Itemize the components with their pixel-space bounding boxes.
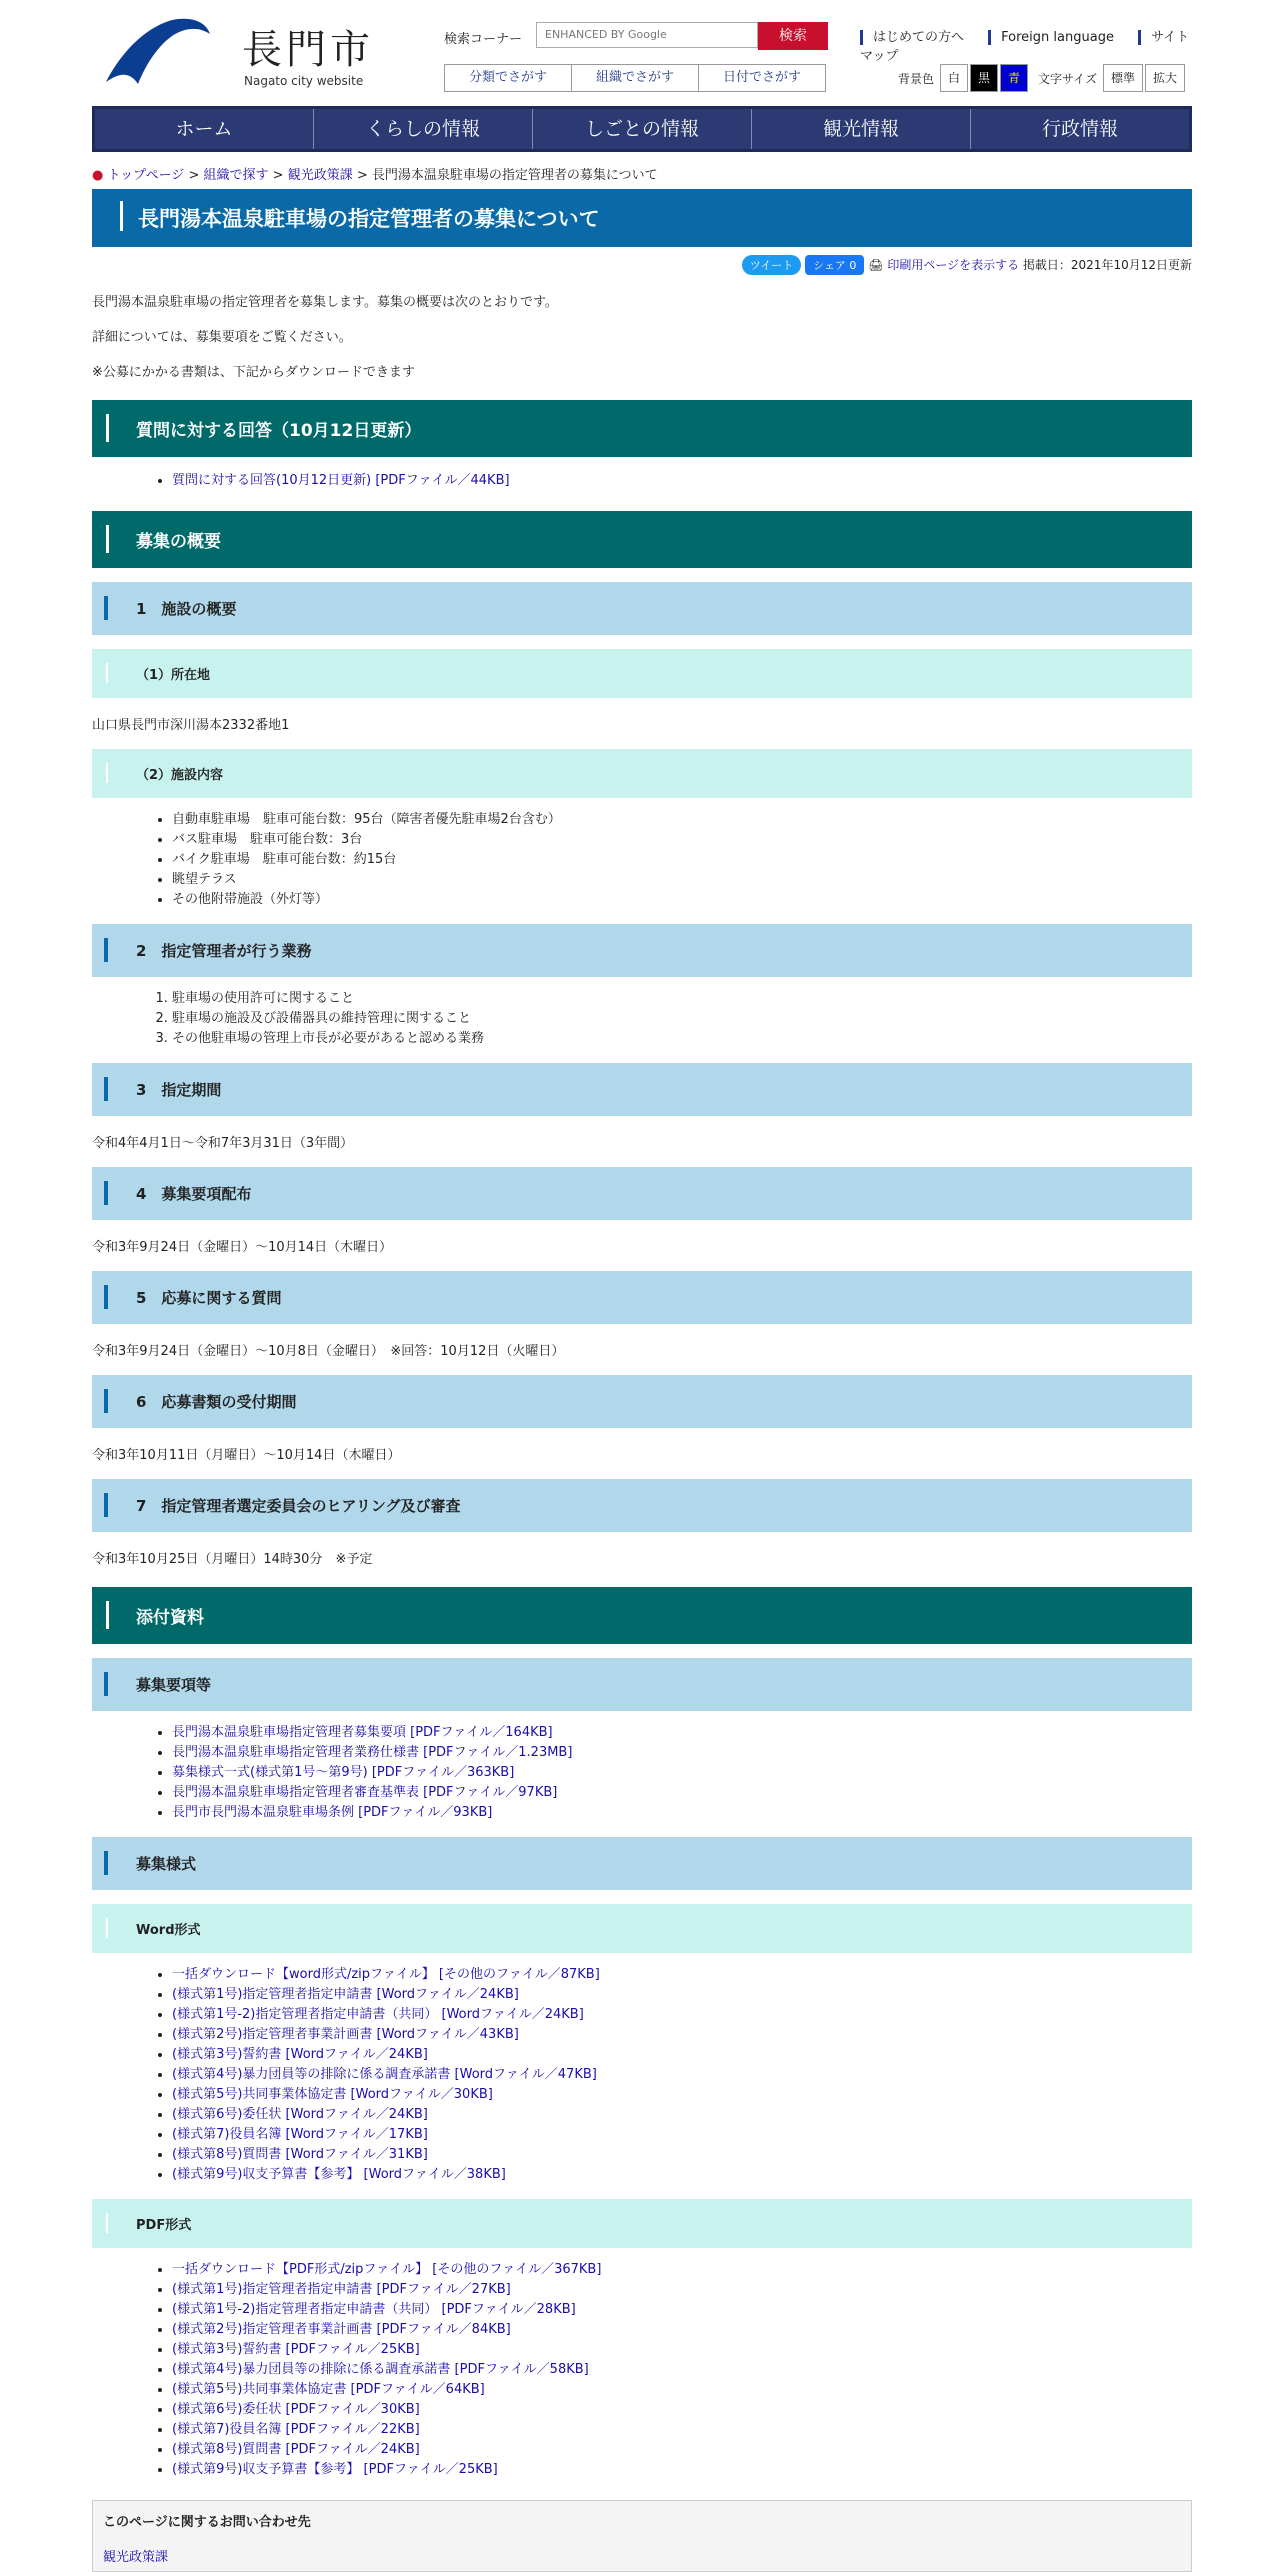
doc-link[interactable]: 長門湯本温泉駐車場指定管理者審査基準表 [PDFファイル／97KB] <box>172 1785 558 1800</box>
bg-black-button[interactable]: 黒 <box>970 64 998 92</box>
section-2-heading: 2 指定管理者が行う業務 <box>92 924 1192 977</box>
site-name: 長門市 <box>242 27 374 73</box>
contact-box <box>92 2500 1192 2572</box>
doc-link[interactable]: 長門湯本温泉駐車場指定管理者募集要項 [PDFファイル／164KB] <box>172 1725 553 1740</box>
publish-date: 掲載日：2021年10月12日更新 <box>1022 258 1192 272</box>
bg-color-label: 背景色 <box>898 71 935 86</box>
list-item <box>172 2280 1192 2300</box>
list-item: 1. 駐車場の使用許可に関すること <box>172 989 1192 1009</box>
section-6-text: 令和3年10月11日（月曜日）～10月14日（木曜日） <box>92 1448 401 1463</box>
list-item <box>172 2440 1192 2460</box>
facebook-share-button[interactable]: シェア 0 <box>805 255 864 275</box>
list-item <box>172 1985 1192 2005</box>
nav-government[interactable]: 行政情報 <box>1041 118 1118 140</box>
find-by-org-button[interactable]: 組織でさがす <box>571 64 699 92</box>
facility-contents-heading: （2）施設内容 <box>92 749 1192 798</box>
location-pin-icon: ● <box>92 168 104 183</box>
nav-business[interactable]: しごとの情報 <box>533 109 752 149</box>
list-item <box>172 1743 1192 1763</box>
search-input[interactable]: ENHANCED BY Google <box>536 22 758 48</box>
location-heading: （1）所在地 <box>92 649 1192 698</box>
list-item <box>172 2400 1192 2420</box>
search-button[interactable]: 検索 <box>758 22 828 50</box>
site-logo[interactable] <box>102 14 392 94</box>
pdf-link[interactable]: (様式第4号)暴力団員等の排除に係る調査承諾書 [PDFファイル／58KB] <box>172 2362 589 2377</box>
top-links <box>860 26 1192 64</box>
word-link[interactable]: (様式第2号)指定管理者事業計画書 [Wordファイル／43KB] <box>172 2027 519 2042</box>
breadcrumb-org[interactable]: 組織で探す <box>203 168 269 183</box>
word-list <box>92 1965 1192 2185</box>
intro-text-1: 長門湯本温泉駐車場の指定管理者を募集します。募集の概要は次のとおりです。 <box>92 295 558 310</box>
list-item: • バイク駐車場 駐車可能台数：約15台 <box>172 850 1192 870</box>
pdf-link[interactable]: (様式第1号-2)指定管理者指定申請書（共同） [PDFファイル／28KB] <box>172 2302 576 2317</box>
list-item: • その他附帯施設（外灯等） <box>172 890 1192 910</box>
pdf-link[interactable]: 一括ダウンロード【PDF形式/zipファイル】 [その他のファイル／367KB] <box>172 2262 602 2277</box>
word-link[interactable]: (様式第6号)委任状 [Wordファイル／24KB] <box>172 2107 428 2122</box>
breadcrumb-dept[interactable]: 観光政策課 <box>287 168 353 183</box>
list-item <box>172 2260 1192 2280</box>
find-buttons <box>444 64 825 92</box>
intro-text-2: 詳細については、募集要項をご覧ください。 <box>92 330 352 345</box>
list-item <box>172 2460 1192 2480</box>
pdf-link[interactable]: (様式第7)役員名簿 [PDFファイル／22KB] <box>172 2422 420 2437</box>
section-4-text: 令和3年9月24日（金曜日）～10月14日（木曜日） <box>92 1240 393 1255</box>
list-item: 3. その他駐車場の管理上市長が必要があると認める業務 <box>172 1029 1192 1049</box>
list-item <box>172 1803 1192 1823</box>
facility-list <box>92 810 1192 910</box>
section-3-heading: 3 指定期間 <box>92 1063 1192 1116</box>
list-item <box>172 2045 1192 2065</box>
city-logo-icon <box>102 14 212 90</box>
search-label: 検索コーナー <box>444 32 523 47</box>
pdf-list <box>92 2260 1192 2480</box>
duties-list <box>92 989 1192 1049</box>
section-5-text: 令和3年9月24日（金曜日）～10月8日（金曜日） ※回答：10月12日（火曜日） <box>92 1344 565 1359</box>
word-link[interactable]: (様式第5号)共同事業体協定書 [Wordファイル／30KB] <box>172 2087 493 2102</box>
display-settings <box>898 64 1185 92</box>
section-4-heading: 4 募集要項配布 <box>92 1167 1192 1220</box>
breadcrumb: ● トップページ > 組織で探す > 観光政策課 > 長門湯本温泉駐車場の指定管理者の募集について <box>92 168 658 183</box>
list-item <box>172 2300 1192 2320</box>
contact-dept-link[interactable]: 観光政策課 <box>103 2550 169 2565</box>
answer-heading: 質問に対する回答（10月12日更新） <box>92 400 1192 457</box>
doc-link[interactable]: 長門湯本温泉駐車場指定管理者業務仕様書 [PDFファイル／1.23MB] <box>172 1745 573 1760</box>
list-item <box>172 2380 1192 2400</box>
list-item <box>172 1763 1192 1783</box>
intro-text-3: ※公募にかかる書類は、下記からダウンロードできます <box>92 365 415 380</box>
list-item: • 眺望テラス <box>172 870 1192 890</box>
location-text: 山口県長門市深川湯本2332番地1 <box>92 718 290 733</box>
list-item <box>172 2360 1192 2380</box>
pdf-link[interactable]: (様式第2号)指定管理者事業計画書 [PDFファイル／84KB] <box>172 2322 511 2337</box>
attachments-heading: 添付資料 <box>92 1587 1192 1644</box>
list-item <box>172 1723 1192 1743</box>
list-item <box>172 2105 1192 2125</box>
word-link[interactable]: (様式第7)役員名簿 [Wordファイル／17KB] <box>172 2127 428 2142</box>
list-item <box>172 2005 1192 2025</box>
list-item <box>172 2145 1192 2165</box>
overview-heading: 募集の概要 <box>92 511 1192 568</box>
global-nav <box>92 106 1192 152</box>
forms-heading: 募集様式 <box>92 1837 1192 1890</box>
pdf-link[interactable]: (様式第5号)共同事業体協定書 [PDFファイル／64KB] <box>172 2382 485 2397</box>
list-item <box>172 2340 1192 2360</box>
section-7-text: 令和3年10月25日（月曜日）14時30分 ※予定 <box>92 1552 373 1567</box>
list-item <box>172 2025 1192 2045</box>
page-title: 長門湯本温泉駐車場の指定管理者の募集について <box>92 189 1192 247</box>
nav-living[interactable]: くらしの情報 <box>314 109 533 149</box>
list-item: • バス駐車場 駐車可能台数：3台 <box>172 830 1192 850</box>
word-link[interactable]: 一括ダウンロード【word形式/zipファイル】 [その他のファイル／87KB] <box>172 1967 600 1982</box>
breadcrumb-top[interactable]: トップページ <box>107 168 185 183</box>
list-item <box>172 1965 1192 1985</box>
word-link[interactable]: (様式第9号)収支予算書【参考】 [Wordファイル／38KB] <box>172 2167 506 2182</box>
answer-pdf-link[interactable]: 質問に対する回答(10月12日更新) [PDFファイル／44KB] <box>172 473 510 488</box>
site-header <box>92 0 1192 106</box>
list-item <box>172 2420 1192 2440</box>
list-item <box>172 1783 1192 1803</box>
tweet-button[interactable]: ツイート <box>742 255 801 275</box>
word-heading: Word形式 <box>92 1904 1192 1953</box>
list-item <box>172 2085 1192 2105</box>
nav-home[interactable]: ホーム <box>95 109 314 149</box>
section-7-heading: 7 指定管理者選定委員会のヒアリング及び審査 <box>92 1479 1192 1532</box>
pdf-link[interactable]: (様式第9号)収支予算書【参考】 [PDFファイル／25KB] <box>172 2462 498 2477</box>
pdf-link[interactable]: (様式第8号)質問書 [PDFファイル／24KB] <box>172 2442 420 2457</box>
print-link[interactable]: 印刷用ページを表示する <box>887 258 1020 272</box>
list-item <box>172 2125 1192 2145</box>
bg-blue-button[interactable]: 青 <box>1000 64 1028 92</box>
pdf-link[interactable]: (様式第6号)委任状 [PDFファイル／30KB] <box>172 2402 420 2417</box>
link-first-time[interactable]: はじめての方へ <box>860 30 978 45</box>
docs-list <box>92 1723 1192 1823</box>
contact-heading: このページに関するお問い合わせ先 <box>103 2515 311 2530</box>
find-by-category-button[interactable]: 分類でさがす <box>444 64 572 92</box>
doc-link[interactable]: 募集様式一式(様式第1号～第9号) [PDFファイル／363KB] <box>172 1765 515 1780</box>
doc-link[interactable]: 長門市長門湯本温泉駐車場条例 [PDFファイル／93KB] <box>172 1805 493 1820</box>
pdf-link[interactable]: (様式第1号)指定管理者指定申請書 [PDFファイル／27KB] <box>172 2282 511 2297</box>
list-item <box>172 471 1192 491</box>
docs-heading: 募集要項等 <box>92 1658 1192 1711</box>
link-foreign-language[interactable]: Foreign language <box>988 30 1128 45</box>
list-item: • 自動車駐車場 駐車可能台数：95台（障害者優先駐車場2台含む） <box>172 810 1192 830</box>
section-1-heading: 1 施設の概要 <box>92 582 1192 635</box>
answer-list <box>92 471 1192 491</box>
pdf-link[interactable]: (様式第3号)誓約書 [PDFファイル／25KB] <box>172 2342 420 2357</box>
font-large-button[interactable]: 拡大 <box>1145 64 1185 92</box>
word-link[interactable]: (様式第4号)暴力団員等の排除に係る調査承諾書 [Wordファイル／47KB] <box>172 2067 597 2082</box>
nav-tourism[interactable]: 観光情報 <box>752 109 971 149</box>
list-item <box>172 2065 1192 2085</box>
word-link[interactable]: (様式第1号-2)指定管理者指定申請書（共同） [Wordファイル／24KB] <box>172 2007 584 2022</box>
font-standard-button[interactable]: 標準 <box>1103 64 1143 92</box>
section-6-heading: 6 応募書類の受付期間 <box>92 1375 1192 1428</box>
font-size-label: 文字サイズ <box>1038 71 1098 86</box>
bg-white-button[interactable]: 白 <box>940 64 968 92</box>
list-item <box>172 2320 1192 2340</box>
list-item: 2. 駐車場の施設及び設備器具の維持管理に関すること <box>172 1009 1192 1029</box>
site-subtitle: Nagato city website <box>244 74 364 88</box>
section-5-heading: 5 応募に関する質問 <box>92 1271 1192 1324</box>
pdf-heading: PDF形式 <box>92 2199 1192 2248</box>
word-link[interactable]: (様式第8号)質問書 [Wordファイル／31KB] <box>172 2147 428 2162</box>
share-bar <box>92 255 1192 275</box>
section-3-text: 令和4年4月1日～令和7年3月31日（3年間） <box>92 1136 354 1151</box>
word-link[interactable]: (様式第3号)誓約書 [Wordファイル／24KB] <box>172 2047 428 2062</box>
print-icon: 🖨 <box>868 258 884 272</box>
list-item <box>172 2165 1192 2185</box>
breadcrumb-current: 長門湯本温泉駐車場の指定管理者の募集について <box>371 168 658 183</box>
find-by-date-button[interactable]: 日付でさがす <box>698 64 826 92</box>
word-link[interactable]: (様式第1号)指定管理者指定申請書 [Wordファイル／24KB] <box>172 1987 519 2002</box>
link-sitemap[interactable]: サイトマップ <box>860 30 1190 64</box>
